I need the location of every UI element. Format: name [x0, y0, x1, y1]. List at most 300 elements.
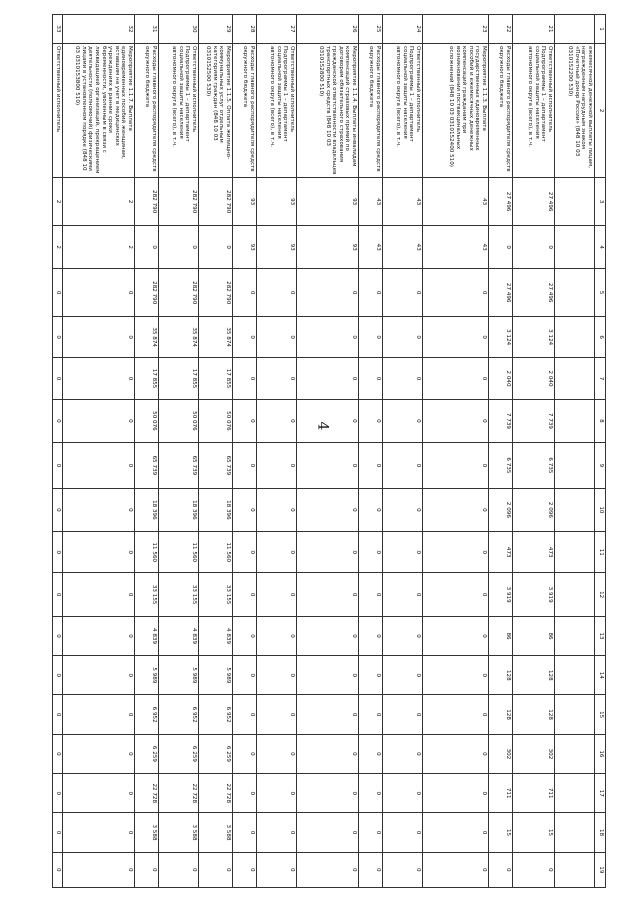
table-cell [555, 616, 595, 655]
table-cell: 0 [233, 852, 257, 887]
table-cell: 0 [359, 656, 383, 695]
table-cell: 0 [359, 443, 383, 489]
table-cell: 0 [257, 774, 297, 813]
table-cell: 0 [63, 443, 135, 489]
table-row [257, 15, 297, 888]
table-cell: 3 124 [513, 317, 555, 358]
table-cell: 0 [257, 488, 297, 531]
row-number: 31 [135, 15, 159, 44]
table-cell: 0 [257, 399, 297, 442]
table-cell: 0 [63, 852, 135, 887]
table-cell: 0 [359, 774, 383, 813]
column-header: 8 [595, 399, 606, 442]
table-cell: 0 [63, 616, 135, 655]
column-header: 9 [595, 443, 606, 489]
table-cell: 0 [199, 852, 233, 887]
row-description: Расходы главного распорядителя средств окружного бюджета [233, 43, 257, 177]
table-cell: 0 [359, 399, 383, 442]
column-header: 2 [595, 43, 606, 177]
table-cell: 282 790 [159, 178, 199, 226]
table-cell: 43 [359, 225, 383, 268]
table-cell: 0 [135, 852, 159, 887]
table-cell: 282 790 [199, 178, 233, 226]
table-cell: 0 [257, 734, 297, 773]
table-cell: 0 [383, 358, 423, 399]
table-cell: 6 952 [135, 695, 159, 734]
column-header: 5 [595, 269, 606, 317]
table-cell: 93 [257, 178, 297, 226]
table-cell: 3 124 [489, 317, 513, 358]
table-cell: 0 [257, 573, 297, 616]
table-cell: 4 839 [159, 616, 199, 655]
table-cell: 282 790 [135, 269, 159, 317]
table-cell: 0 [233, 573, 257, 616]
table-cell: 6 259 [159, 734, 199, 773]
table-cell: 0 [63, 774, 135, 813]
table-cell: 93 [257, 225, 297, 268]
table-cell: 22 728 [199, 774, 233, 813]
table-cell: 0 [233, 695, 257, 734]
table-cell: 0 [383, 443, 423, 489]
table-cell: 0 [63, 734, 135, 773]
table-cell: 0 [257, 532, 297, 573]
table-cell [555, 774, 595, 813]
table-cell: 0 [63, 269, 135, 317]
table-cell: 0 [359, 269, 383, 317]
table-cell: 711 [489, 774, 513, 813]
table-cell: 711 [513, 774, 555, 813]
row-description: Ответственный исполнитель Подпрограммы 1 – департамент социальной защиты населения автономного округа (всего), в т.ч. [513, 43, 555, 177]
row-description: Мероприятие 1.1.4. Выплаты инвалидам компенсаций страховых премий по договорам обязательного страхования гражданской ответственности владельцев транспортных средств (848 10 03 0310152800 510) [297, 43, 359, 177]
table-cell: 35 874 [159, 317, 199, 358]
table-cell: 2 [63, 178, 135, 226]
table-cell: 93 [233, 178, 257, 226]
table-cell: 2 040 [513, 358, 555, 399]
column-header: 7 [595, 358, 606, 399]
table-cell: 0 [423, 774, 489, 813]
table-cell: 0 [423, 443, 489, 489]
row-description: Мероприятие 1.1.3. Выплата государственных единовременных пособий и ежемесячных денежных компенсаций гражданам при возникновении поствакцинальных осложнений (848 10 03 0310152400 510) [423, 43, 489, 177]
table-cell: 93 [297, 225, 359, 268]
table-cell: 0 [233, 734, 257, 773]
table-cell: 0 [53, 774, 63, 813]
column-header: 10 [595, 488, 606, 531]
table-cell [555, 656, 595, 695]
row-number: 25 [359, 15, 383, 44]
table-cell: 0 [53, 532, 63, 573]
column-header: 19 [595, 852, 606, 887]
table-cell: 302 [489, 734, 513, 773]
table-cell: 0 [257, 656, 297, 695]
table-cell: 0 [423, 488, 489, 531]
table-cell: 33 155 [135, 573, 159, 616]
table-cell: 0 [297, 269, 359, 317]
table-cell: 0 [53, 573, 63, 616]
table-cell: 0 [383, 656, 423, 695]
table-cell: 473 [489, 532, 513, 573]
table-cell: 6 735 [513, 443, 555, 489]
budget-table [52, 14, 606, 888]
table-cell: 128 [513, 656, 555, 695]
table-cell: 0 [423, 317, 489, 358]
table-cell: 0 [257, 695, 297, 734]
table-cell: 0 [383, 616, 423, 655]
row-description: Мероприятие 1.1.7. Выплата единовременных пособий женщинам, вставшим на учет в медицинских учреждениях в ранние сроки беременности, уволенным в связи с ликвидацией организаций, прекращением деятельности (полномочий) физическими лицами в установленном порядке (848 10 03 0310153800 510) [63, 43, 135, 177]
table-cell: 0 [63, 399, 135, 442]
table-cell: 0 [257, 317, 297, 358]
table-cell: 0 [513, 852, 555, 887]
table-cell: 50 076 [135, 399, 159, 442]
table-cell: 43 [423, 178, 489, 226]
table-cell: 27 496 [513, 269, 555, 317]
table-cell: 15 [513, 813, 555, 852]
table-cell: 0 [423, 656, 489, 695]
table-cell: 0 [423, 813, 489, 852]
table-cell: 0 [423, 695, 489, 734]
row-number: 29 [199, 15, 233, 44]
table-cell: 0 [297, 616, 359, 655]
table-cell: 5 989 [159, 656, 199, 695]
table-row [135, 15, 159, 888]
row-number [555, 15, 595, 44]
table-cell: 0 [63, 695, 135, 734]
table-cell: 0 [53, 813, 63, 852]
table-cell: 0 [257, 269, 297, 317]
table-cell: 65 739 [135, 443, 159, 489]
table-cell: 0 [383, 852, 423, 887]
table-cell: 11 560 [135, 532, 159, 573]
table-cell: 17 855 [159, 358, 199, 399]
table-cell: 0 [359, 813, 383, 852]
table-cell: 0 [383, 774, 423, 813]
table-cell: 0 [359, 852, 383, 887]
table-cell: 128 [489, 695, 513, 734]
table-cell: 0 [233, 488, 257, 531]
table-cell: 2 096 [489, 488, 513, 531]
table-cell: 93 [297, 178, 359, 226]
table-cell: 0 [233, 532, 257, 573]
row-number: 27 [257, 15, 297, 44]
row-number: 33 [53, 15, 63, 44]
row-description: ежемесячной денежной выплаты лицам, награжденным нагрудным знаком «Почетный донор России» (848 10 03 0310152200 530) [555, 43, 595, 177]
table-cell: 33 155 [159, 573, 199, 616]
table-cell [555, 269, 595, 317]
column-header: 6 [595, 317, 606, 358]
table-cell: 0 [489, 852, 513, 887]
table-cell: 0 [489, 225, 513, 268]
table-cell: 0 [53, 443, 63, 489]
table-cell: 3 919 [489, 573, 513, 616]
table-cell: 0 [423, 269, 489, 317]
table-cell: 0 [63, 488, 135, 531]
table-cell: 0 [53, 399, 63, 442]
table-cell: 17 855 [135, 358, 159, 399]
table-cell: 2 [53, 178, 63, 226]
column-header: 17 [595, 774, 606, 813]
table-cell: 43 [359, 178, 383, 226]
table-cell: 282 790 [159, 269, 199, 317]
table-cell [555, 573, 595, 616]
row-description: Расходы главного распорядителя средств окружного бюджета [489, 43, 513, 177]
column-header: 16 [595, 734, 606, 773]
table-cell: 43 [383, 225, 423, 268]
table-cell: 35 874 [199, 317, 233, 358]
table-row [359, 15, 383, 888]
table-cell: 128 [513, 695, 555, 734]
table-cell: 0 [257, 443, 297, 489]
table-cell: 35 874 [135, 317, 159, 358]
row-description: Мероприятие 1.1.5. Оплата жилищно-коммунальных услуг отдельным категориям граждан (848 10 03 0310152500 530) [199, 43, 233, 177]
table-cell: 6 952 [159, 695, 199, 734]
table-cell: 0 [423, 399, 489, 442]
table-row [489, 15, 513, 888]
row-number: 32 [63, 15, 135, 44]
table-cell: 0 [257, 358, 297, 399]
table-cell: 0 [359, 532, 383, 573]
table-cell: 18 396 [159, 488, 199, 531]
column-header: 13 [595, 616, 606, 655]
table-cell: 0 [53, 358, 63, 399]
table-cell: 0 [513, 225, 555, 268]
table-cell: 86 [513, 616, 555, 655]
table-cell: 6 952 [199, 695, 233, 734]
table-cell: 0 [53, 734, 63, 773]
table-cell: 0 [423, 358, 489, 399]
table-cell: 0 [233, 358, 257, 399]
table-cell [555, 443, 595, 489]
table-row [513, 15, 555, 888]
table-cell: 0 [233, 813, 257, 852]
table-cell [555, 225, 595, 268]
table-cell: 3 588 [135, 813, 159, 852]
table-cell: 0 [297, 443, 359, 489]
table-row [53, 15, 63, 888]
table-cell: 0 [257, 813, 297, 852]
table-cell: 65 739 [159, 443, 199, 489]
row-number: 30 [159, 15, 199, 44]
table-cell: 0 [359, 734, 383, 773]
row-number: 26 [297, 15, 359, 44]
table-cell: 4 839 [135, 616, 159, 655]
table-cell: 6 735 [489, 443, 513, 489]
rotated-table-container [55, 14, 606, 888]
table-cell: 86 [489, 616, 513, 655]
table-viewport [55, 14, 606, 888]
table-cell: 3 588 [199, 813, 233, 852]
row-number: 23 [423, 15, 489, 44]
table-cell: 5 989 [199, 656, 233, 695]
table-cell: 0 [63, 317, 135, 358]
table-cell: 0 [297, 488, 359, 531]
table-cell: 0 [297, 532, 359, 573]
table-cell [555, 358, 595, 399]
table-row [199, 15, 233, 888]
table-cell: 0 [53, 852, 63, 887]
row-number: 24 [383, 15, 423, 44]
row-description: Расходы главного распорядителя средств окружного бюджета [359, 43, 383, 177]
table-cell: 5 989 [135, 656, 159, 695]
page-number: 4 [314, 421, 331, 431]
table-cell: 0 [383, 317, 423, 358]
column-header: 18 [595, 813, 606, 852]
table-row [297, 15, 359, 888]
column-header: 3 [595, 178, 606, 226]
table-cell [555, 813, 595, 852]
table-cell: 0 [383, 269, 423, 317]
table-cell: 2 096 [513, 488, 555, 531]
table-cell: 0 [135, 225, 159, 268]
row-number: 21 [513, 15, 555, 44]
column-header: 4 [595, 225, 606, 268]
table-cell: 0 [297, 774, 359, 813]
row-description: Ответственный исполнитель Подпрограммы 1 – департамент социальной защиты населения автономного округа (всего), в т.ч. [383, 43, 423, 177]
table-cell: 0 [423, 532, 489, 573]
table-cell [555, 317, 595, 358]
row-description: Ответственный исполнитель Подпрограммы 1 – департамент социальной защиты населения автономного округа (всего), в т.ч. [257, 43, 297, 177]
table-cell: 0 [63, 656, 135, 695]
column-header: 12 [595, 573, 606, 616]
table-cell: 0 [257, 616, 297, 655]
table-cell: 43 [383, 178, 423, 226]
table-cell: 0 [423, 852, 489, 887]
row-description: Ответственный исполнитель [53, 43, 63, 177]
table-cell: 0 [233, 774, 257, 813]
table-row [383, 15, 423, 888]
table-cell: 0 [359, 616, 383, 655]
table-row [555, 15, 595, 888]
table-cell: 0 [297, 852, 359, 887]
column-header: 1 [595, 15, 606, 44]
table-cell: 0 [233, 656, 257, 695]
table-cell: 27 496 [489, 178, 513, 226]
table-cell: 0 [297, 317, 359, 358]
table-cell: 7 739 [489, 399, 513, 442]
table-cell: 0 [233, 317, 257, 358]
table-cell: 0 [359, 695, 383, 734]
table-cell: 0 [53, 317, 63, 358]
table-cell: 0 [359, 573, 383, 616]
table-cell: 0 [383, 813, 423, 852]
table-cell: 33 155 [199, 573, 233, 616]
table-cell: 473 [513, 532, 555, 573]
table-cell: 0 [53, 656, 63, 695]
table-cell: 3 919 [513, 573, 555, 616]
column-header: 15 [595, 695, 606, 734]
table-cell: 0 [359, 317, 383, 358]
table-cell: 18 396 [135, 488, 159, 531]
table-cell: 4 839 [199, 616, 233, 655]
table-cell: 0 [383, 573, 423, 616]
table-row [63, 15, 135, 888]
table-cell: 0 [53, 488, 63, 531]
table-cell: 27 496 [513, 178, 555, 226]
table-cell: 0 [359, 488, 383, 531]
table-cell: 128 [489, 656, 513, 695]
table-row [233, 15, 257, 888]
row-number: 22 [489, 15, 513, 44]
table-cell: 0 [297, 399, 359, 442]
table-cell: 0 [159, 852, 199, 887]
table-cell [555, 532, 595, 573]
table-cell: 7 739 [513, 399, 555, 442]
table-cell: 22 728 [159, 774, 199, 813]
table-cell: 2 040 [489, 358, 513, 399]
table-cell: 6 259 [135, 734, 159, 773]
table-cell: 0 [297, 813, 359, 852]
table-cell: 27 496 [489, 269, 513, 317]
table-cell: 0 [233, 616, 257, 655]
table-cell: 65 739 [199, 443, 233, 489]
header-row [595, 15, 606, 888]
table-cell: 0 [297, 695, 359, 734]
table-cell: 0 [53, 269, 63, 317]
table-cell: 2 [63, 225, 135, 268]
table-cell: 0 [383, 734, 423, 773]
table-cell: 11 560 [199, 532, 233, 573]
table-cell: 22 728 [135, 774, 159, 813]
table-cell: 0 [423, 616, 489, 655]
table-cell: 282 790 [199, 269, 233, 317]
table-cell: 0 [159, 225, 199, 268]
table-cell: 0 [53, 616, 63, 655]
table-cell: 0 [297, 734, 359, 773]
table-cell: 0 [297, 573, 359, 616]
table-cell [555, 178, 595, 226]
row-description: Ответственный исполнитель Подпрограммы 1 – департамент социальной защиты населения автономного округа (всего), в т.ч. [159, 43, 199, 177]
table-cell [555, 399, 595, 442]
table-cell: 0 [423, 573, 489, 616]
table-row [159, 15, 199, 888]
row-number: 28 [233, 15, 257, 44]
table-cell: 3 588 [159, 813, 199, 852]
table-cell: 282 790 [135, 178, 159, 226]
table-cell: 0 [63, 358, 135, 399]
table-cell: 0 [257, 852, 297, 887]
row-description: Расходы главного распорядителя средств окружного бюджета [135, 43, 159, 177]
table-cell: 0 [423, 734, 489, 773]
table-cell [555, 488, 595, 531]
table-cell: 302 [513, 734, 555, 773]
table-cell: 0 [233, 269, 257, 317]
table-cell: 18 396 [199, 488, 233, 531]
table-cell: 11 560 [159, 532, 199, 573]
table-cell: 0 [297, 656, 359, 695]
table-cell [555, 852, 595, 887]
table-cell: 0 [383, 488, 423, 531]
table-cell: 50 076 [199, 399, 233, 442]
table-cell [555, 734, 595, 773]
table-cell: 15 [489, 813, 513, 852]
table-cell: 0 [199, 225, 233, 268]
table-cell: 0 [63, 813, 135, 852]
table-cell: 0 [233, 443, 257, 489]
table-cell: 0 [53, 695, 63, 734]
table-cell: 0 [63, 532, 135, 573]
table-cell: 0 [63, 573, 135, 616]
table-cell: 0 [233, 399, 257, 442]
table-row [423, 15, 489, 888]
table-cell: 6 259 [199, 734, 233, 773]
table-cell: 0 [383, 399, 423, 442]
table-cell: 0 [383, 695, 423, 734]
column-header: 11 [595, 532, 606, 573]
table-cell [555, 695, 595, 734]
table-cell: 50 076 [159, 399, 199, 442]
table-cell: 2 [53, 225, 63, 268]
table-cell: 43 [423, 225, 489, 268]
table-cell: 0 [297, 358, 359, 399]
table-cell: 17 855 [199, 358, 233, 399]
